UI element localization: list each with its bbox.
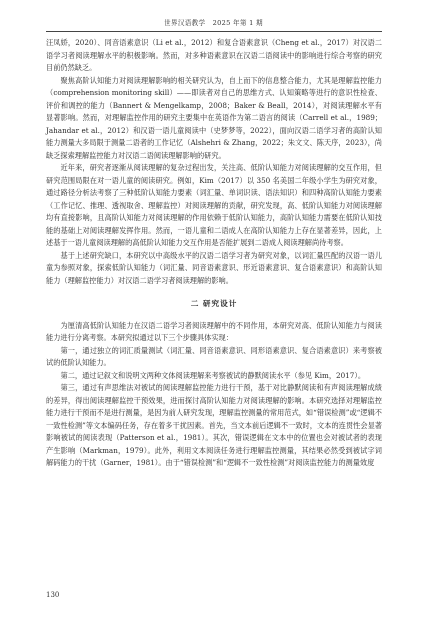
paragraph: 为厘清高低阶认知能力在汉语二语学习者阅读理解中的不同作用，本研究对高、低阶认知能力与阅读能力进行分离考察。本研究拟通过以下三个步骤具体实现： <box>46 320 382 342</box>
section-heading: 二 研究设计 <box>190 299 238 308</box>
page-number: 130 <box>46 591 60 599</box>
paragraph: 第二，通过记叙文和说明文两种文体阅读理解来考察被试的静默阅读水平（参见 Kim，2017）。 <box>60 370 366 380</box>
paragraph: 第一，通过独立的词汇质量测试（词汇量、同音语素意识、同形语素意识、复合语素意识）来考察被试的低阶认知能力。 <box>46 345 382 367</box>
running-header <box>0 17 427 27</box>
paragraph: 聚焦高阶认知能力对阅读理解影响的相关研究认为，自上而下的信息整合能力，尤其是理解监控能力（comprehension monitoring skill）——即读者对自己的思维方式、认知策略等进行的意识性检查、评价和调控的能力（Bannert & Mengelkamp，2008；Baker & Beall，2014），对阅读理解水平有显著影响。然而，对理解监控作用的研究主要集中在英语作为第二语言的阅读（Carrell et al.，1989；Jahandar et al.，2012）和汉语一语儿童阅读中（史梦梦等，2022），面向汉语二语学习者的高阶认知能力测量大多局限于测量二语者的工作记忆（Alshehri & Zhang，2022；朱文文、陈天序，2023），尚缺乏探索理解监控能力对汉语二语阅读理解影响的研究。 <box>46 75 382 160</box>
article-body <box>46 37 382 470</box>
paragraph: 近年来，研究者逐渐从阅读理解的复杂过程出发，关注高、低阶认知能力对阅读理解的交互作用，但研究范围局限在对一语儿童的阅读研究。例如，Kim（2017）以 350 名美国二年级小学生为研究对象，通过路径分析法考察了三种低阶认知能力要素（词汇量、单词识读、语法知识）和四种高阶认知能力要素（工作记忆、推理、透视取舍、理解监控）对阅读理解的贡献，研究发现，高、低阶认知能力对阅读理解均有直接影响，且高阶认知能力对阅读理解的作用依赖于低阶认知能力，高阶认知能力需要在低阶认知技能的基础上对阅读理解发挥作用。然而，一语儿童和二语成人在高阶认知能力上存在显著差异，因此，上述基于一语儿童阅读理解的高低阶认知能力交互作用是否能扩展到二语成人阅读理解尚待考察。 <box>46 163 382 247</box>
journal-title: 世界汉语教学 <box>164 19 206 27</box>
paragraph: 第三，通过有声思维法对被试的阅读理解监控能力进行干预，基于对比静默阅读和有声阅读理解成绩的差异，得出阅读理解监控干预效果，进而探讨高阶认知能力对阅读理解的影响。本研究选择对理解监控能力进行干预而不是进行测量，是因为前人研究发现，理解监控测量的常用范式，如“错误检测”或“逻辑不一致性检测”等文本编码任务，存在着多干扰因素。首先，当文本前后逻辑不一致时，文本的连贯性会显著影响被试的阅读表现（Patterson et al.，1981）。其次，错误逻辑在文本中的位置也会对被试者的表现产生影响（Markman，1979）。此外，利用文本阅读任务进行理解监控测量，其结果必然受到被试字词解码能力的干扰（Garner，1981）。由于“错误检测”和“逻辑不一致性检测”对阅读监控能力的测量效度 <box>46 383 382 467</box>
paragraph: 汪凤娇，2020）、同音语素意识（Li et al.，2012）和复合语素意识（Cheng et al.，2017）对汉语二语学习者阅读理解水平的积极影响。然而，对多种语素意识在汉语二语阅读中的影响进行综合考察的研究目前仍然缺乏。 <box>46 38 382 72</box>
header-rule <box>46 31 382 32</box>
paragraph: 基于上述研究缺口，本研究以中高级水平的汉语二语学习者为研究对象，以词汇量匹配的汉语一语儿童为参照对象，探索低阶认知能力（词汇量、同音语素意识、形近语素意识、复合语素意识）和高阶认知能力（理解监控能力）对汉语二语学习者阅读理解的影响。 <box>46 250 382 285</box>
issue-label: 2025 年第 1 期 <box>212 19 263 27</box>
